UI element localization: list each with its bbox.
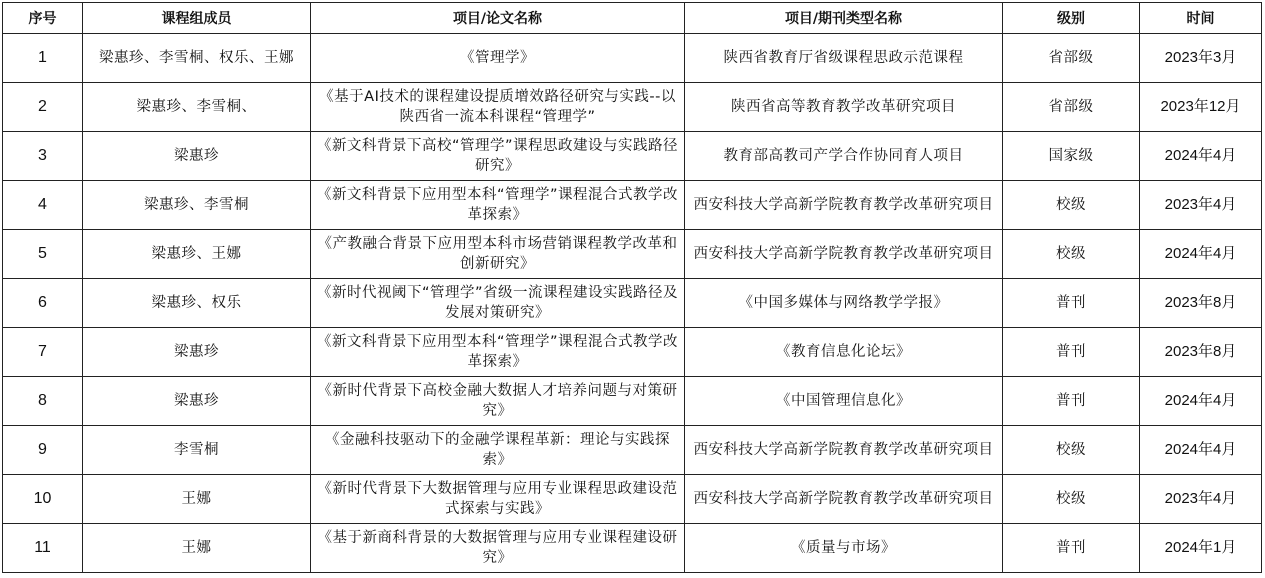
header-members: 课程组成员 xyxy=(83,3,311,34)
header-date: 时间 xyxy=(1140,3,1262,34)
header-index: 序号 xyxy=(3,3,83,34)
cell-level: 普刊 xyxy=(1003,524,1140,573)
cell-title: 《新时代背景下大数据管理与应用专业课程思政建设范式探索与实践》 xyxy=(311,475,685,524)
cell-date: 2024年1月 xyxy=(1140,524,1262,573)
table-row xyxy=(3,34,1262,83)
cell-index: 3 xyxy=(3,132,83,181)
cell-title: 《管理学》 xyxy=(311,34,685,83)
cell-type: 教育部高教司产学合作协同育人项目 xyxy=(685,132,1003,181)
cell-title: 《新文科背景下高校“管理学”课程思政建设与实践路径研究》 xyxy=(311,132,685,181)
cell-date: 2024年4月 xyxy=(1140,426,1262,475)
cell-date: 2023年12月 xyxy=(1140,83,1262,132)
cell-date: 2023年8月 xyxy=(1140,279,1262,328)
cell-type: 西安科技大学高新学院教育教学改革研究项目 xyxy=(685,475,1003,524)
cell-index: 4 xyxy=(3,181,83,230)
cell-date: 2023年4月 xyxy=(1140,475,1262,524)
table-row xyxy=(3,426,1262,475)
cell-level: 校级 xyxy=(1003,475,1140,524)
cell-level: 校级 xyxy=(1003,181,1140,230)
header-title: 项目/论文名称 xyxy=(311,3,685,34)
cell-members: 梁惠珍 xyxy=(83,132,311,181)
table-row xyxy=(3,377,1262,426)
cell-level: 省部级 xyxy=(1003,34,1140,83)
cell-date: 2024年4月 xyxy=(1140,230,1262,279)
cell-type: 陕西省教育厅省级课程思政示范课程 xyxy=(685,34,1003,83)
table-row xyxy=(3,279,1262,328)
cell-type: 西安科技大学高新学院教育教学改革研究项目 xyxy=(685,230,1003,279)
projects-table xyxy=(2,2,1262,573)
table-row xyxy=(3,524,1262,573)
cell-type: 陕西省高等教育教学改革研究项目 xyxy=(685,83,1003,132)
cell-level: 校级 xyxy=(1003,230,1140,279)
cell-members: 梁惠珍、王娜 xyxy=(83,230,311,279)
table-row xyxy=(3,83,1262,132)
cell-level: 校级 xyxy=(1003,426,1140,475)
cell-index: 6 xyxy=(3,279,83,328)
cell-index: 2 xyxy=(3,83,83,132)
table-header-row xyxy=(3,3,1262,34)
cell-date: 2023年8月 xyxy=(1140,328,1262,377)
header-level: 级别 xyxy=(1003,3,1140,34)
cell-type: 西安科技大学高新学院教育教学改革研究项目 xyxy=(685,426,1003,475)
cell-title: 《新文科背景下应用型本科“管理学”课程混合式教学改革探索》 xyxy=(311,328,685,377)
cell-members: 梁惠珍 xyxy=(83,328,311,377)
cell-type: 《质量与市场》 xyxy=(685,524,1003,573)
cell-title: 《基于AI技术的课程建设提质增效路径研究与实践--以陕西省一流本科课程“管理学” xyxy=(311,83,685,132)
cell-members: 王娜 xyxy=(83,524,311,573)
cell-level: 省部级 xyxy=(1003,83,1140,132)
cell-members: 梁惠珍 xyxy=(83,377,311,426)
cell-index: 1 xyxy=(3,34,83,83)
cell-index: 9 xyxy=(3,426,83,475)
table-row xyxy=(3,132,1262,181)
table-row xyxy=(3,230,1262,279)
table-row xyxy=(3,328,1262,377)
cell-type: 《教育信息化论坛》 xyxy=(685,328,1003,377)
cell-level: 普刊 xyxy=(1003,279,1140,328)
cell-type: 西安科技大学高新学院教育教学改革研究项目 xyxy=(685,181,1003,230)
cell-level: 普刊 xyxy=(1003,377,1140,426)
cell-title: 《新时代视阈下“管理学”省级一流课程建设实践路径及发展对策研究》 xyxy=(311,279,685,328)
cell-index: 11 xyxy=(3,524,83,573)
cell-date: 2023年3月 xyxy=(1140,34,1262,83)
cell-type: 《中国管理信息化》 xyxy=(685,377,1003,426)
cell-members: 梁惠珍、权乐 xyxy=(83,279,311,328)
cell-index: 5 xyxy=(3,230,83,279)
cell-members: 梁惠珍、李雪桐 xyxy=(83,181,311,230)
cell-members: 梁惠珍、李雪桐、 xyxy=(83,83,311,132)
table-row xyxy=(3,181,1262,230)
cell-level: 国家级 xyxy=(1003,132,1140,181)
cell-title: 《基于新商科背景的大数据管理与应用专业课程建设研究》 xyxy=(311,524,685,573)
cell-members: 王娜 xyxy=(83,475,311,524)
cell-index: 10 xyxy=(3,475,83,524)
cell-type: 《中国多媒体与网络教学学报》 xyxy=(685,279,1003,328)
cell-members: 李雪桐 xyxy=(83,426,311,475)
cell-title: 《新时代背景下高校金融大数据人才培养问题与对策研究》 xyxy=(311,377,685,426)
cell-title: 《金融科技驱动下的金融学课程革新：理论与实践探索》 xyxy=(311,426,685,475)
table-row xyxy=(3,475,1262,524)
cell-level: 普刊 xyxy=(1003,328,1140,377)
cell-index: 7 xyxy=(3,328,83,377)
cell-members: 梁惠珍、李雪桐、权乐、王娜 xyxy=(83,34,311,83)
cell-title: 《新文科背景下应用型本科“管理学”课程混合式教学改革探索》 xyxy=(311,181,685,230)
cell-index: 8 xyxy=(3,377,83,426)
cell-title: 《产教融合背景下应用型本科市场营销课程教学改革和创新研究》 xyxy=(311,230,685,279)
cell-date: 2024年4月 xyxy=(1140,132,1262,181)
header-type: 项目/期刊类型名称 xyxy=(685,3,1003,34)
cell-date: 2024年4月 xyxy=(1140,377,1262,426)
cell-date: 2023年4月 xyxy=(1140,181,1262,230)
projects-table-container xyxy=(2,2,1262,573)
